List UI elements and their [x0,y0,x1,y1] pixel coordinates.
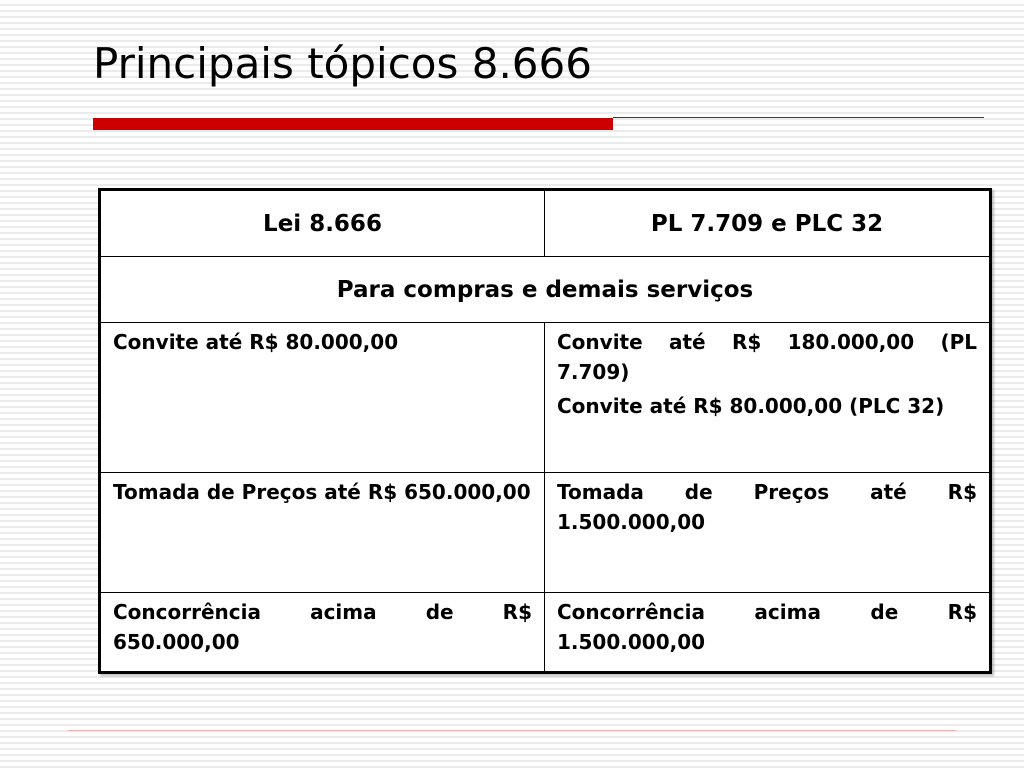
table-row-convite [100,323,991,473]
cell-text: Convite até R$ 80.000,00 (PLC 32) [557,394,945,418]
section-label: Para compras e demais serviços [100,257,991,323]
footer-divider [68,730,956,731]
cell-lei-concorrencia [100,593,545,673]
header-lei-8666: Lei 8.666 [100,190,545,257]
cell-text: Convite até R$ 180.000,00 (PL 7.709) [557,330,977,384]
cell-text: Tomada de Preços até R$ 650.000,00 [113,480,531,504]
cell-pl-tomada [545,473,991,593]
header-pl-7709-plc-32: PL 7.709 e PLC 32 [545,190,991,257]
table-header-row [100,190,991,257]
section-row [100,257,991,323]
cell-text: Concorrência acima de R$ 650.000,00 [113,600,532,654]
cell-lei-tomada [100,473,545,593]
table-row-concorrencia [100,593,991,673]
comparison-table [98,188,992,674]
cell-text: Tomada de Preços até R$ 1.500.000,00 [557,480,977,534]
cell-text: Concorrência acima de R$ 1.500.000,00 [557,600,977,654]
cell-pl-convite [545,323,991,473]
table-row-tomada-de-precos [100,473,991,593]
title-underline-thick [93,118,613,130]
title-underline-thin [613,117,984,118]
cell-pl-concorrencia [545,593,991,673]
cell-lei-convite [100,323,545,473]
slide-title: Principais tópicos 8.666 [93,39,592,88]
cell-text: Convite até R$ 80.000,00 [113,330,399,354]
